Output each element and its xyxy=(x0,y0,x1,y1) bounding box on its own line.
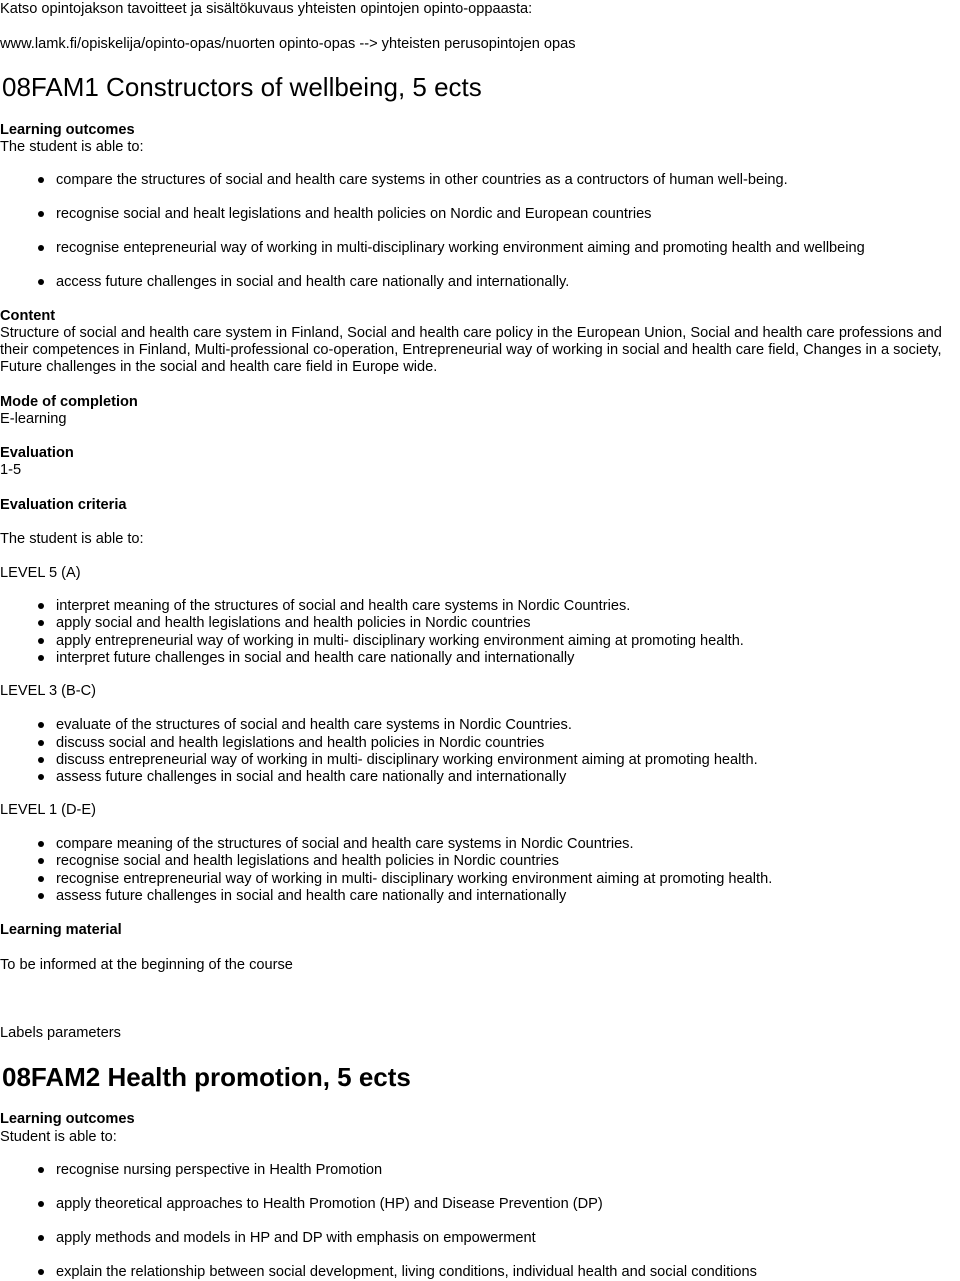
level1-item-4: assess future challenges in social and health care nationally and internationally xyxy=(56,888,567,904)
bullet-icon xyxy=(38,757,44,763)
bullet-icon xyxy=(38,893,44,899)
level1-item-3: recognise entrepreneurial way of working in multi- disciplinary working environment aiming at promoting health. xyxy=(56,871,773,887)
level3-item-4: assess future challenges in social and health care nationally and internationally xyxy=(56,769,567,785)
bullet-icon xyxy=(38,211,44,217)
course1-mode-heading: Mode of completion xyxy=(0,394,138,410)
course2-title: 08FAM2 Health promotion, 5 ects xyxy=(2,1062,411,1092)
course2-outcomes-heading: Learning outcomes xyxy=(0,1111,135,1127)
level1-item-2: recognise social and health legislations and health policies in Nordic countries xyxy=(56,853,559,869)
course1-outcome-3: recognise entepreneurial way of working in multi-disciplinary working environment aiming and promoting health and wellbeing xyxy=(56,240,865,256)
bullet-icon xyxy=(38,1201,44,1207)
course2-outcome-2: apply theoretical approaches to Health Promotion (HP) and Disease Prevention (DP) xyxy=(56,1196,603,1212)
course1-labels: Labels parameters xyxy=(0,1025,121,1041)
level5-item-4: interpret future challenges in social and health care nationally and internationally xyxy=(56,650,575,666)
course1-criteria-intro: The student is able to: xyxy=(0,531,144,547)
course1-level3-label: LEVEL 3 (B-C) xyxy=(0,683,96,699)
intro-line-1: Katso opintojakson tavoitteet ja sisältökuvaus yhteisten opintojen opinto-oppaasta: xyxy=(0,1,533,17)
bullet-icon xyxy=(38,620,44,626)
course1-evaluation-heading: Evaluation xyxy=(0,445,74,461)
bullet-icon xyxy=(38,1269,44,1275)
bullet-icon xyxy=(38,841,44,847)
course1-level1-label: LEVEL 1 (D-E) xyxy=(0,802,96,818)
course1-criteria-heading: Evaluation criteria xyxy=(0,497,127,513)
level1-item-1: compare meaning of the structures of social and health care systems in Nordic Countries. xyxy=(56,836,634,852)
course1-material-value: To be informed at the beginning of the course xyxy=(0,957,293,973)
course1-content-heading: Content xyxy=(0,308,56,324)
level5-item-2: apply social and health legislations and health policies in Nordic countries xyxy=(56,615,531,631)
bullet-icon xyxy=(38,245,44,251)
bullet-icon xyxy=(38,638,44,644)
level3-item-1: evaluate of the structures of social and health care systems in Nordic Countries. xyxy=(56,717,572,733)
level3-item-3: discuss entrepreneurial way of working in multi- disciplinary working environment aiming at promoting health. xyxy=(56,752,758,768)
bullet-icon xyxy=(38,1235,44,1241)
bullet-icon xyxy=(38,722,44,728)
bullet-icon xyxy=(38,279,44,285)
bullet-icon xyxy=(38,858,44,864)
bullet-icon xyxy=(38,740,44,746)
course1-level5-label: LEVEL 5 (A) xyxy=(0,565,81,581)
bullet-icon xyxy=(38,774,44,780)
bullet-icon xyxy=(38,177,44,183)
course1-outcome-4: access future challenges in social and health care nationally and internationally. xyxy=(56,274,570,290)
course1-evaluation-value: 1-5 xyxy=(0,462,22,478)
level5-item-3: apply entrepreneurial way of working in multi- disciplinary working environment aiming at promoting health. xyxy=(56,633,744,649)
course2-outcome-4: explain the relationship between social development, living conditions, individual health and social conditions xyxy=(56,1264,757,1280)
level3-item-2: discuss social and health legislations and health policies in Nordic countries xyxy=(56,735,545,751)
course1-title: 08FAM1 Constructors of wellbeing, 5 ects xyxy=(2,72,482,102)
course1-material-heading: Learning material xyxy=(0,922,122,938)
bullet-icon xyxy=(38,655,44,661)
course1-mode-value: E-learning xyxy=(0,411,67,427)
bullet-icon xyxy=(38,876,44,882)
course1-outcome-2: recognise social and healt legislations and health policies on Nordic and European countries xyxy=(56,206,652,222)
bullet-icon xyxy=(38,1167,44,1173)
course1-outcome-1: compare the structures of social and health care systems in other countries as a contructors of human well-being. xyxy=(56,172,788,188)
course1-content-text: Structure of social and health care system in Finland, Social and health care policy in the European Union, Social and health care professions and their competences in Finland, Multi-professional co-operation, Entrepreneurial way of working in social and health care field, Changes in a society, Future challenges in the social and health care field in Europe wide. xyxy=(0,325,942,375)
course2-outcome-3: apply methods and models in HP and DP with emphasis on empowerment xyxy=(56,1230,536,1246)
bullet-icon xyxy=(38,603,44,609)
course2-outcomes-intro: Student is able to: xyxy=(0,1129,117,1145)
level5-item-1: interpret meaning of the structures of social and health care systems in Nordic Countries. xyxy=(56,598,631,614)
intro-line-2: www.lamk.fi/opiskelija/opinto-opas/nuorten opinto-opas --> yhteisten perusopintojen opas xyxy=(0,36,576,52)
course1-outcomes-heading: Learning outcomes xyxy=(0,122,135,138)
course2-outcome-1: recognise nursing perspective in Health Promotion xyxy=(56,1162,383,1178)
course1-outcomes-intro: The student is able to: xyxy=(0,139,144,155)
